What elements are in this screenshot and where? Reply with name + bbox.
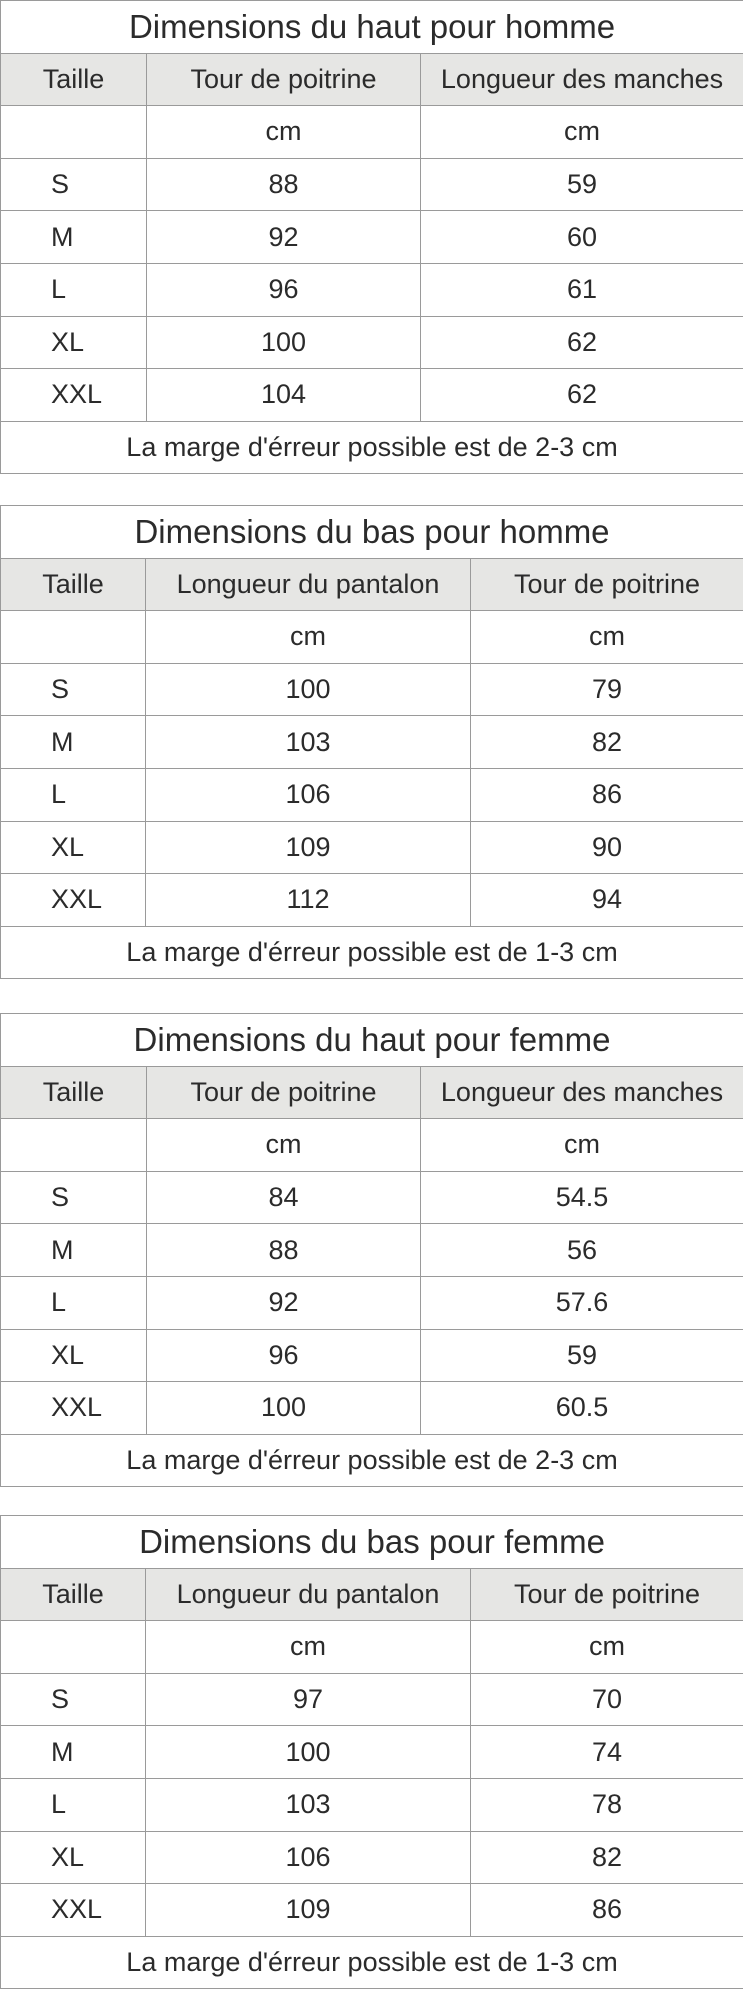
unit-cell [1,1621,146,1674]
size-label: L [1,768,146,821]
measurement-value: 78 [471,1778,743,1831]
measurement-value: 109 [146,1884,471,1937]
size-label: XXL [1,874,146,927]
measurement-value: 62 [421,316,743,369]
size-label: XXL [1,369,147,422]
size-label: S [1,1673,146,1726]
unit-cell: cm [146,1621,471,1674]
measurement-value: 103 [146,1778,471,1831]
size-label: XXL [1,1884,146,1937]
table-title-row [1,1014,743,1067]
measurement-value: 70 [471,1673,743,1726]
table-row [1,768,743,821]
table-title: Dimensions du haut pour femme [1,1014,743,1067]
unit-cell [1,611,146,664]
table-row [1,369,743,422]
measurement-value: 103 [146,716,471,769]
unit-cell: cm [421,106,743,159]
table-header-row [1,1066,743,1119]
table-header-row [1,558,743,611]
note-row [1,1936,743,1989]
table-row [1,821,743,874]
measurement-value: 106 [146,768,471,821]
measurement-value: 57.6 [421,1276,743,1329]
size-label: XL [1,821,146,874]
table-row [1,1224,743,1277]
size-label: M [1,716,146,769]
measurement-value: 100 [147,1382,421,1435]
column-header: Taille [1,53,147,106]
column-header: Longueur du pantalon [146,1568,471,1621]
table-row [1,263,743,316]
measurement-value: 79 [471,663,743,716]
units-row [1,1621,743,1674]
measurement-value: 106 [146,1831,471,1884]
measurement-value: 56 [421,1224,743,1277]
table-title-row [1,506,743,559]
measurement-value: 60 [421,211,743,264]
table-header-row [1,53,743,106]
measurement-value: 92 [147,1276,421,1329]
units-row [1,1119,743,1172]
table-header-row [1,1568,743,1621]
note-row [1,1434,743,1487]
table-row [1,316,743,369]
error-margin-note: La marge d'érreur possible est de 2-3 cm [1,1434,743,1487]
measurement-value: 97 [146,1673,471,1726]
table-row [1,1884,743,1937]
measurement-value: 109 [146,821,471,874]
measurement-value: 62 [421,369,743,422]
size-label: S [1,158,147,211]
table-row [1,663,743,716]
measurement-value: 100 [146,663,471,716]
table-title: Dimensions du bas pour femme [1,1516,743,1569]
measurement-value: 82 [471,1831,743,1884]
table-bottom-women [0,1515,743,1989]
table-top-women [0,1013,743,1487]
size-table [0,1013,743,1487]
measurement-value: 88 [147,1224,421,1277]
table-title: Dimensions du bas pour homme [1,506,743,559]
unit-cell [1,1119,147,1172]
table-row [1,1831,743,1884]
measurement-value: 96 [147,1329,421,1382]
table-row [1,1171,743,1224]
table-bottom-men [0,505,743,979]
column-header: Taille [1,1066,147,1119]
measurement-value: 61 [421,263,743,316]
measurement-value: 94 [471,874,743,927]
measurement-value: 104 [147,369,421,422]
measurement-value: 92 [147,211,421,264]
measurement-value: 59 [421,1329,743,1382]
table-row [1,1382,743,1435]
error-margin-note: La marge d'érreur possible est de 1-3 cm [1,1936,743,1989]
size-label: M [1,1224,147,1277]
measurement-value: 60.5 [421,1382,743,1435]
table-row [1,716,743,769]
table-row [1,158,743,211]
table-row [1,1276,743,1329]
column-header: Longueur des manches [421,1066,743,1119]
column-header: Tour de poitrine [471,1568,743,1621]
note-row [1,926,743,979]
size-table [0,1515,743,1989]
size-label: L [1,1276,147,1329]
size-label: XXL [1,1382,147,1435]
measurement-value: 54.5 [421,1171,743,1224]
unit-cell: cm [471,611,743,664]
measurement-value: 59 [421,158,743,211]
unit-cell: cm [471,1621,743,1674]
unit-cell: cm [147,106,421,159]
table-title-row [1,1516,743,1569]
unit-cell: cm [147,1119,421,1172]
column-header: Tour de poitrine [471,558,743,611]
table-top-men [0,0,743,474]
table-row [1,1778,743,1831]
size-label: XL [1,316,147,369]
column-header: Longueur du pantalon [146,558,471,611]
size-label: M [1,1726,146,1779]
units-row [1,611,743,664]
size-label: S [1,1171,147,1224]
table-row [1,1726,743,1779]
table-row [1,874,743,927]
size-label: XL [1,1329,147,1382]
measurement-value: 74 [471,1726,743,1779]
size-label: M [1,211,147,264]
size-table [0,505,743,979]
size-label: S [1,663,146,716]
column-header: Tour de poitrine [147,53,421,106]
column-header: Taille [1,1568,146,1621]
size-label: L [1,1778,146,1831]
error-margin-note: La marge d'érreur possible est de 1-3 cm [1,926,743,979]
size-label: L [1,263,147,316]
table-title: Dimensions du haut pour homme [1,1,743,54]
unit-cell [1,106,147,159]
table-row [1,1673,743,1726]
measurement-value: 100 [146,1726,471,1779]
table-row [1,1329,743,1382]
table-title-row [1,1,743,54]
measurement-value: 96 [147,263,421,316]
column-header: Tour de poitrine [147,1066,421,1119]
measurement-value: 82 [471,716,743,769]
units-row [1,106,743,159]
measurement-value: 86 [471,768,743,821]
size-label: XL [1,1831,146,1884]
unit-cell: cm [421,1119,743,1172]
measurement-value: 86 [471,1884,743,1937]
column-header: Longueur des manches [421,53,743,106]
table-row [1,211,743,264]
error-margin-note: La marge d'érreur possible est de 2-3 cm [1,421,743,474]
measurement-value: 90 [471,821,743,874]
measurement-value: 84 [147,1171,421,1224]
note-row [1,421,743,474]
unit-cell: cm [146,611,471,664]
measurement-value: 88 [147,158,421,211]
size-table [0,0,743,474]
measurement-value: 100 [147,316,421,369]
measurement-value: 112 [146,874,471,927]
column-header: Taille [1,558,146,611]
